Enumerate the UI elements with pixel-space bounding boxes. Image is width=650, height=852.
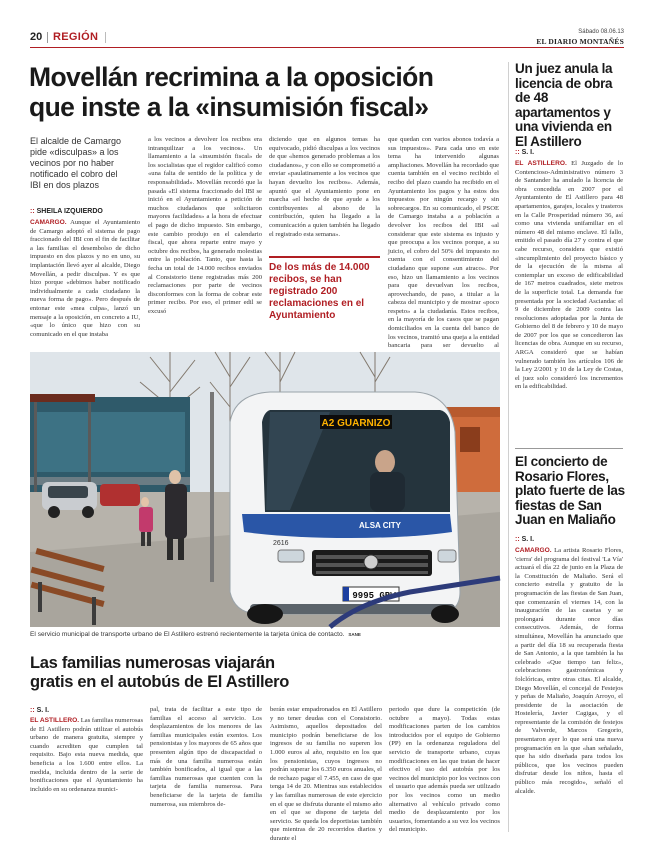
sidebar1-location: EL ASTILLERO. — [515, 160, 567, 167]
page-number: 20 — [30, 31, 43, 43]
page-header — [30, 31, 624, 45]
bus-photo — [30, 352, 500, 627]
license-plate: 9995 GBW — [352, 591, 396, 601]
second-headline — [30, 654, 500, 691]
sidebar2-body — [515, 547, 623, 829]
main-subhead: El alcalde de Camargo pide «disculpas» a los vecinos por no haber notificado el cobro del IBI en dos plazos — [30, 136, 122, 190]
main-author-name: SHEILA IZQUIERDO — [36, 208, 103, 215]
sidebar1-author-name: S. I. — [521, 149, 535, 156]
sidebar2-text: La artista Rosario Flores, 'cierra' del programa del festival 'La Vía' actuará el día 22 de junio en la Plaza de la Constitución de Maliaño. Será el concierto estrella y gratuito de la programación de las fiestas de San Juan, que comenzarán el viernes 14, con la inauguración de las casetas y se prolongará durante once días consecutivos. Además, de forma simultánea, Movellán ha anunciado que a partir del día 18 su recuperada fiesta de San Antonio, a la que también la ha celebrado «Que tiempo tan feliz», celebraciones gastronómicas y folclóricas, entre otras citas. El alcalde, Diego Movellán, el concejal de Festejos y peñas de Maliaño, Joaquín Arroyo, el presidente de la asociación de Hostelería, Javier Cagigas, y el representante de la comisión de festejos de Valverde, Marcos Gregorio, presentaron ayer lo que será una nueva programación en la que «han señalado, que ha sido diseñada para todos los públicos, que los vecinos pueden disfrutar desde los niños, hasta el público más recogido», señaló el alcalde. — [515, 547, 624, 795]
sidebar2-location: CAMARGO. — [515, 547, 552, 554]
pullquote — [269, 256, 380, 322]
section-divider — [105, 32, 106, 43]
main-col4-text: que quedan con varios abonos todavía a sus impuestos». Para cada uno en este tema ha intervenido algunas ampliaciones. Movellán ha recordado que cuenta también en el vecino recibido el recibo del plazo cuando ha recibido en el Ayuntamiento los pagos y ha estos dos impuestos por ningún recargo y sin sobrecargos. En su comunicado, el PSOE de Camargo instaba a a población a devolver los recibos del IBI «al considerar que este sistema es injusto y que preocupa a los vecinos porque, a su juicio, el cobro del 50% del impuesto no cuenta con el consentimiento del ciudadano que supone «un atraco». Por eso, hizo un llamamiento a los vecinos para que devuelvan los recibos, aprovechando, de paso, a titular a la cabeza del municipio y de mostrar «poco respeto» a la ciudadanía. Estos recibos, en la mayoría de los casos que se pagan domiciliados en la cuenta del banco de los vecinos, tramitó una queja a la entidad bancaria para ser devuelto al — [388, 136, 499, 350]
main-col1-text: Aunque el Ayuntamiento de Camargo adoptó el sistema de pago fraccionado del IBI con el fin de facilitar a las familias el desembolso de dicho impuesto en dos plazos y no en uno, su implantación llevó ayer al alcalde, Diego Movellán, a pedir disculpas. Y es que hizo porque «debimos haber notificado individualmente a cada ciudadano la nueva forma de pago». Pero después de entonar este «mea culpa», lanzó un mensaje a la oposición, en concreto a IU, «que lo único que hizo con su comunicado en el que instaba — [30, 219, 140, 338]
main-article-col2 — [148, 136, 262, 347]
second-author: :: S. I. — [30, 707, 50, 714]
header-divider — [47, 32, 48, 43]
second-location: EL ASTILLERO. — [30, 717, 80, 724]
main-headline — [29, 62, 499, 122]
second-col4-text: periodo que dure la competición (de octubre a mayo). Todas estas modificaciones parten de los cambios introducidos por el equipo de Gobierno (PP) en la ordenanza reguladora del servicio de transporte urbano, cuyas modificaciones en las que tratan de hacer efectivo el uso del autobús por los vecinos del municipio por los vecinos con el usuario que además pueda ser utilizado por los vecinos como un medio alternativo al vehículo privado como medio de desplazamiento por los usuarios, fomentando a su vez los vecinos del municipio. — [389, 706, 500, 834]
sidebar1-author: :: S. I. — [515, 149, 535, 156]
sidebar-divider — [508, 62, 509, 832]
main-article-col1 — [30, 219, 140, 347]
sidebar2-author: :: S. I. — [515, 536, 535, 543]
main-headline-line1: Movellán recrimina a la oposición — [29, 62, 434, 92]
second-article-col2 — [150, 706, 262, 829]
publication-name: EL DIARIO MONTAÑÉS — [536, 37, 624, 46]
sidebar1-body — [515, 160, 623, 440]
sidebar1-text: El Juzgado de lo Contencioso-Administrativo número 3 de Santander ha anulado la licencia de obra concedida en 2007 por el Ayuntamiento de El Astillero para 48 apartamentos, garajes, locales y trasteros en la Calle Prosperidad número 36, así como una vivienda unifamiliar en el número 48 del mismo enclave. El fallo, emitido el pasado día 27 y contra el que cabe recurso, considera que existió «incumplimiento del proyecto básico y de la ejecución de la misma al contemplar un exceso de edificabilidad de 167 metros cuadrados, siete metros de la superficie total. La demanda fue presentada por la sociedad Asciandac el 9 de diciembre de 2009 contra las resoluciones adoptadas por la Junta de Gobierno del 8 de febrero y 10 de mayo de 2007 por los que se concedieron las licencias de obra. Aunque en su recurso, ARGA consideró que se habían vulnerado también los artículos 106 de la Ley 2/2001 y 10 de la Ley de Costas, el juez solo consideró los incrementos en la edificabilidad. — [515, 160, 624, 391]
second-author-name: S. I. — [36, 707, 50, 714]
main-author: :: SHEILA IZQUIERDO — [30, 208, 103, 215]
main-col2-text: a los vecinos a devolver los recibos era intranquilizar a los vecinos». Un llamamiento a la «insumisión fiscal» de los socialistas que el regidor calificó como «una falta de sentido de la política y de responsabilidad». Movellán recordó que la pasada «El sistema fraccionado del IBI se inició en el Ayuntamiento a petición de muchos ciudadanos que solicitaron mayores facilidades» a la hora de efectuar el pago de dicho impuesto. Sin embargo, este cambio produjo en el calendario fiscal, que ahora reparte entre mayo y octubre dos recibos, ha generado molestias entre la población. Tanto, que hasta la fecha un total de 14.000 recibos enviados al Consistorio tiene registradas más 200 reclamaciones por parte de vecinos disconformes con la forma de cobrar este primer recibo. Por eso, el primer edil se excusó — [148, 136, 262, 315]
second-col3-text: berán estar empadronados en El Astillero y no tener deudas con el Consistorio. Asimismo, aquellos depositados del municipio podrán beneficiarse de los ingresos de su familia no superen los 1.000 euros al año, requisito en los que los pensionistas, cuyos ingresos no podrán superar los 6.350 euros anuales, el de rechazo pagar el 7.455, en caso de que tenga 14 de 20. Mientras sus establecidos y las familias numerosas de este ejercicio en el que se disfruta durante el mismo año en el que se dispone de tarjeta del servicio. Se queda los deportistas también que mientras de 20 recorridos diarios y durante el — [270, 706, 382, 842]
photo-caption-text: El servicio municipal de transporte urbano de El Astillero estrenó recientemente la tarjeta única de contacto. — [30, 631, 345, 638]
page-date: Sábado 08.06.13 — [578, 29, 624, 35]
bus-brand: ALSA CITY — [359, 521, 401, 530]
second-article-col1 — [30, 717, 143, 829]
section-label: REGIÓN — [53, 31, 99, 43]
main-headline-line2: que inste a la «insumisión fiscal» — [29, 92, 429, 122]
bus-photo-svg — [30, 352, 500, 627]
bus-number: 2616 — [273, 540, 289, 547]
pullquote-text: De los más de 14.000 recibos, se han registrado 200 reclamaciones en el Ayuntamiento — [269, 262, 370, 321]
second-col2-text: pal, trata de facilitar a este tipo de familias el acceso al servicio. Los desplazamientos de los menores de las familias municipales están exentos. Los pensionistas y los mayores de 65 años que presenten algún tipo de discapacidad o más de una familia numerosa están también bonificados, al igual que a las familias numerosas que cuenten con la tarjeta de familia numerosa. Para beneficiarse de la tarjeta de familia numerosa, sus miembros de- — [150, 706, 262, 808]
second-headline-line2: gratis en el autobús de El Astillero — [30, 672, 290, 691]
sidebar2-headline: El concierto de Rosario Flores, plato fuerte de las fiestas de San Juan en Maliaño — [515, 454, 625, 527]
second-article-col4 — [389, 706, 500, 834]
photo-caption — [30, 631, 500, 638]
second-article-col3 — [270, 706, 382, 842]
bus-destination: A2 GUARNIZO — [321, 418, 391, 429]
second-col1-text: Las familias numerosas de El Astillero podrán utilizar el autobús urbano de manera gratuita, siempre y cuando acrediten que cumplen tal requisito. Bajo esta nueva medida, que beneficia a los 1.600 entre ellos. La medida, incluida dentro de la serie de bonificaciones que el Ayuntamiento ha incluido en su ordenanza munici- — [30, 717, 144, 793]
photo-credit: SANE — [348, 632, 361, 637]
sidebar-separator — [515, 448, 623, 449]
sidebar2-author-name: S. I. — [521, 536, 535, 543]
sidebar1-headline: Un juez anula la licencia de obra de 48 apartamentos y una vivienda en El Astillero — [515, 61, 613, 149]
main-article-col3 — [269, 136, 380, 249]
main-col3-text: diciendo que en algunos temas ha equivocado, pidió disculpas a los vecinos de que «hemos generado problemas a los ciudadanos», y con ello se comprometió a enviar «paulatinamente a los vecinos que hayan devuelto los recibos». Además, apuntó que el Ayuntamiento pone en marcha «el hecho de que ayude a los contribuyentes al abono de la contribución, quien ha llegado a la comunicación a quien también ha llegado el registrado esta semana». — [269, 136, 380, 238]
main-article-col4 — [388, 136, 499, 350]
main-location: CAMARGO. — [30, 219, 67, 226]
second-headline-line1: Las familias numerosas viajarán — [30, 654, 275, 672]
header-rule — [30, 47, 624, 48]
